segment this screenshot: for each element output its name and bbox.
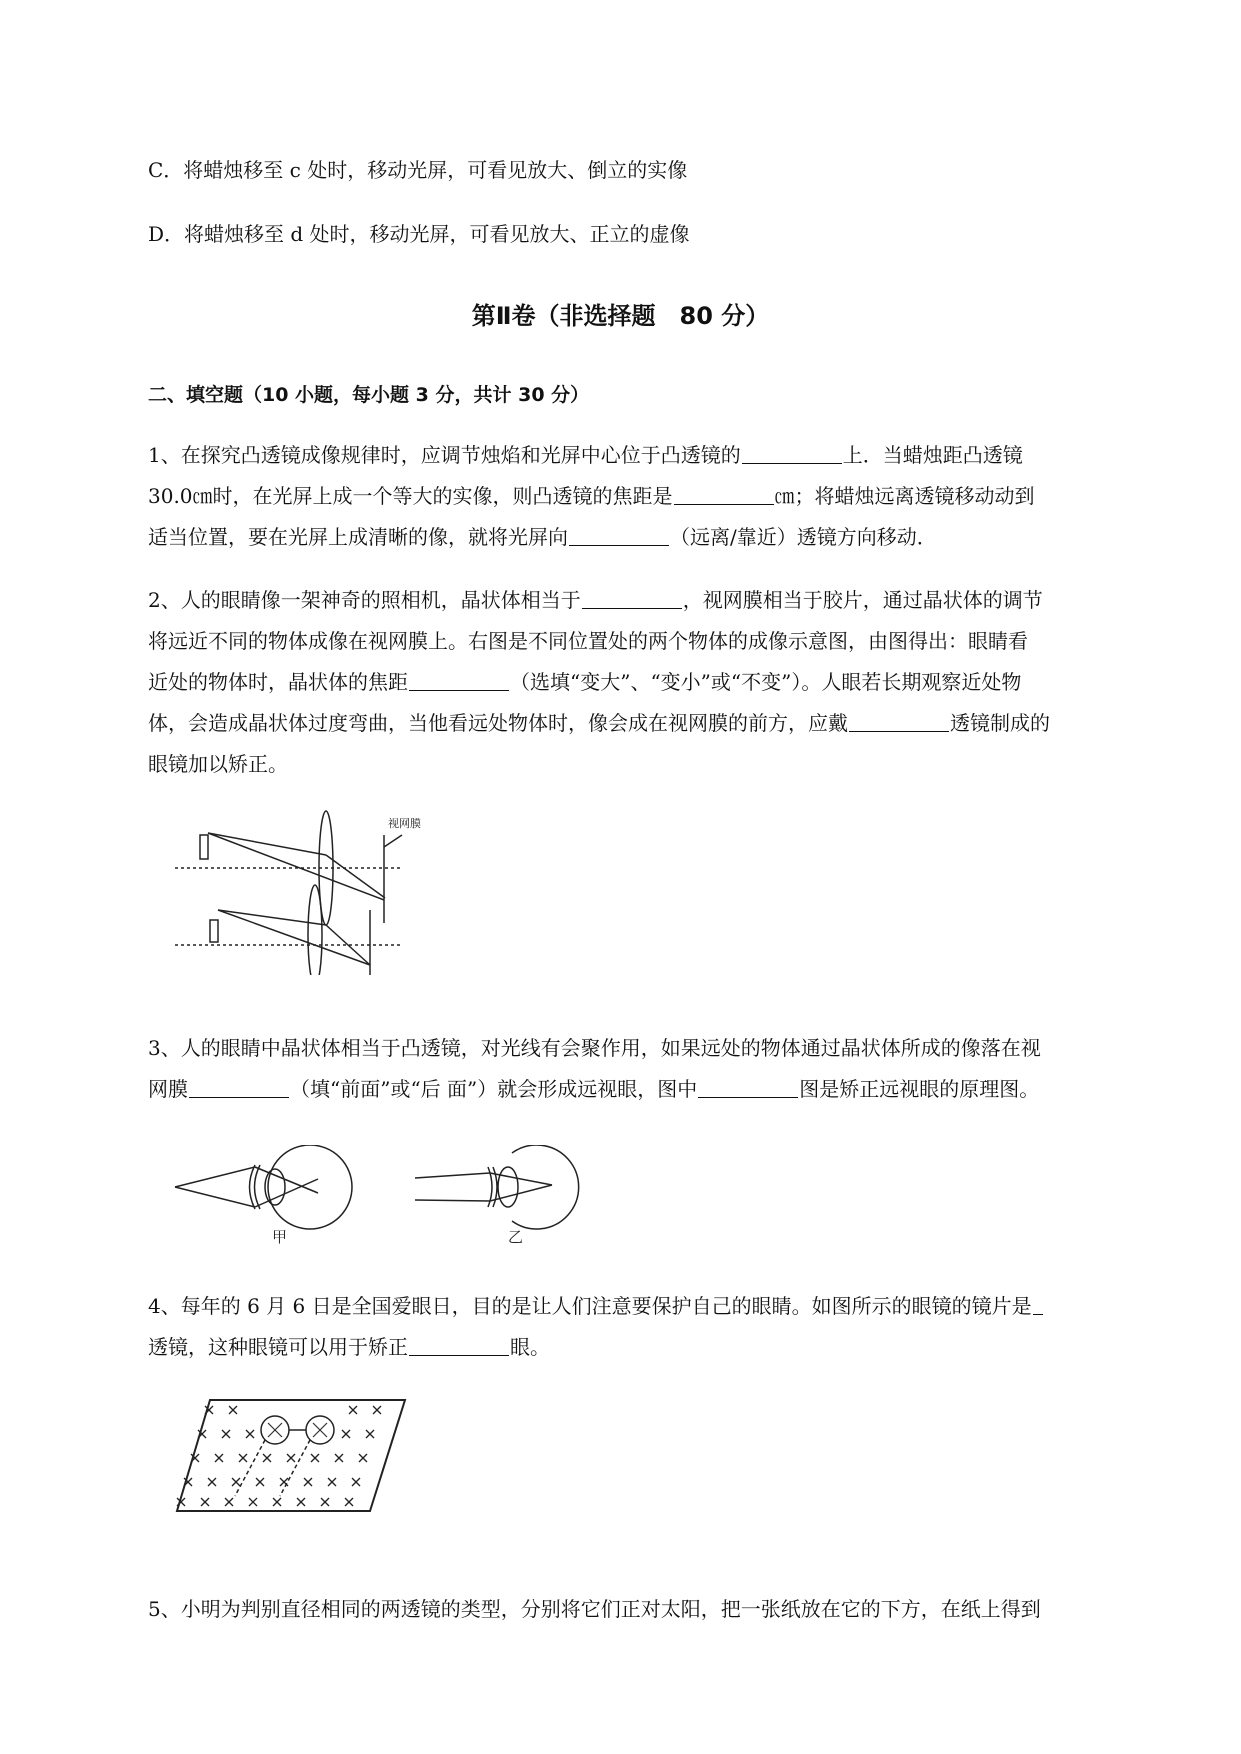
label-jia: 甲 [272,1228,288,1245]
q1-text: ㎝；将蜡烛远离透镜移动动到 [774,484,1035,508]
part-title: 第Ⅱ卷（非选择题 80 分） [471,302,770,330]
answer-blank[interactable] [409,1335,509,1356]
q4-text: 4、每年的 6 月 6 日是全国爱眼日，目的是让人们注意要保护自己的眼睛。如图所示的眼镜的镜片是 [148,1294,1032,1318]
answer-blank[interactable] [1033,1294,1043,1315]
q3-text: （填“前面”或“后 面”）就会形成远视眼，图中 [290,1077,698,1101]
q2-text: 透镜制成的 [950,711,1050,735]
answer-blank[interactable] [742,443,842,464]
question-3 [148,1036,1148,1118]
q1-text: 30.0㎝时，在光屏上成一个等大的实像，则凸透镜的焦距是 [148,484,673,508]
q2-text: ，视网膜相当于胶片，通过晶状体的调节 [682,588,1043,612]
q1-text: （远离/靠近）透镜方向移动． [670,525,937,549]
q4-text: 透镜，这种眼镜可以用于矫正 [148,1335,408,1359]
q2-text: 将远近不同的物体成像在视网膜上。右图是不同位置处的两个物体的成像示意图，由图得出：眼睛看 [148,629,1028,653]
question-1 [148,443,1148,566]
q2-text: 体，会造成晶状体过度弯曲，当他看远处物体时，像会成在视网膜的前方，应戴 [148,711,848,735]
glasses-diagram [175,1396,415,1516]
retina-label: 视网膜 [388,817,421,830]
q1-text: 上．当蜡烛距凸透镜 [842,443,1023,467]
answer-blank[interactable] [409,670,509,691]
eye-correction-diagram [170,1145,590,1245]
answer-blank[interactable] [674,484,774,505]
q3-text: 网膜 [148,1077,188,1101]
label-yi: 乙 [508,1228,524,1245]
question-4 [148,1294,1148,1376]
q4-text: 眼。 [510,1335,550,1359]
q3-text: 3、人的眼睛中晶状体相当于凸透镜，对光线有会聚作用，如果远处的物体通过晶状体所成的像落在视 [148,1036,1041,1060]
answer-blank[interactable] [698,1077,798,1098]
option-c: C．将蜡烛移至 c 处时，移动光屏，可看见放大、倒立的实像 [148,158,688,182]
answer-blank[interactable] [849,711,949,732]
q1-text: 适当位置，要在光屏上成清晰的像，就将光屏向 [148,525,568,549]
section-title: 二、填空题（10 小题，每小题 3 分，共计 30 分） [148,384,590,406]
eye-focus-diagram [170,805,430,975]
option-d: D．将蜡烛移至 d 处时，移动光屏，可看见放大、正立的虚像 [148,222,690,246]
answer-blank[interactable] [569,525,669,546]
question-2 [148,588,1148,793]
q1-text: 1、在探究凸透镜成像规律时，应调节烛焰和光屏中心位于凸透镜的 [148,443,741,467]
q2-text: 近处的物体时，晶状体的焦距 [148,670,408,694]
answer-blank[interactable] [189,1077,289,1098]
q2-text: （选填“变大”、“变小”或“不变”）。人眼若长期观察近处物 [510,670,1022,694]
q2-text: 眼镜加以矫正。 [148,752,288,776]
q2-text: 2、人的眼睛像一架神奇的照相机，晶状体相当于 [148,588,581,612]
q5-text: 5、小明为判别直径相同的两透镜的类型，分别将它们正对太阳，把一张纸放在它的下方，在纸上得到 [148,1597,1041,1621]
q3-text: 图是矫正远视眼的原理图。 [799,1077,1040,1101]
question-5 [148,1597,1148,1638]
answer-blank[interactable] [582,588,682,609]
